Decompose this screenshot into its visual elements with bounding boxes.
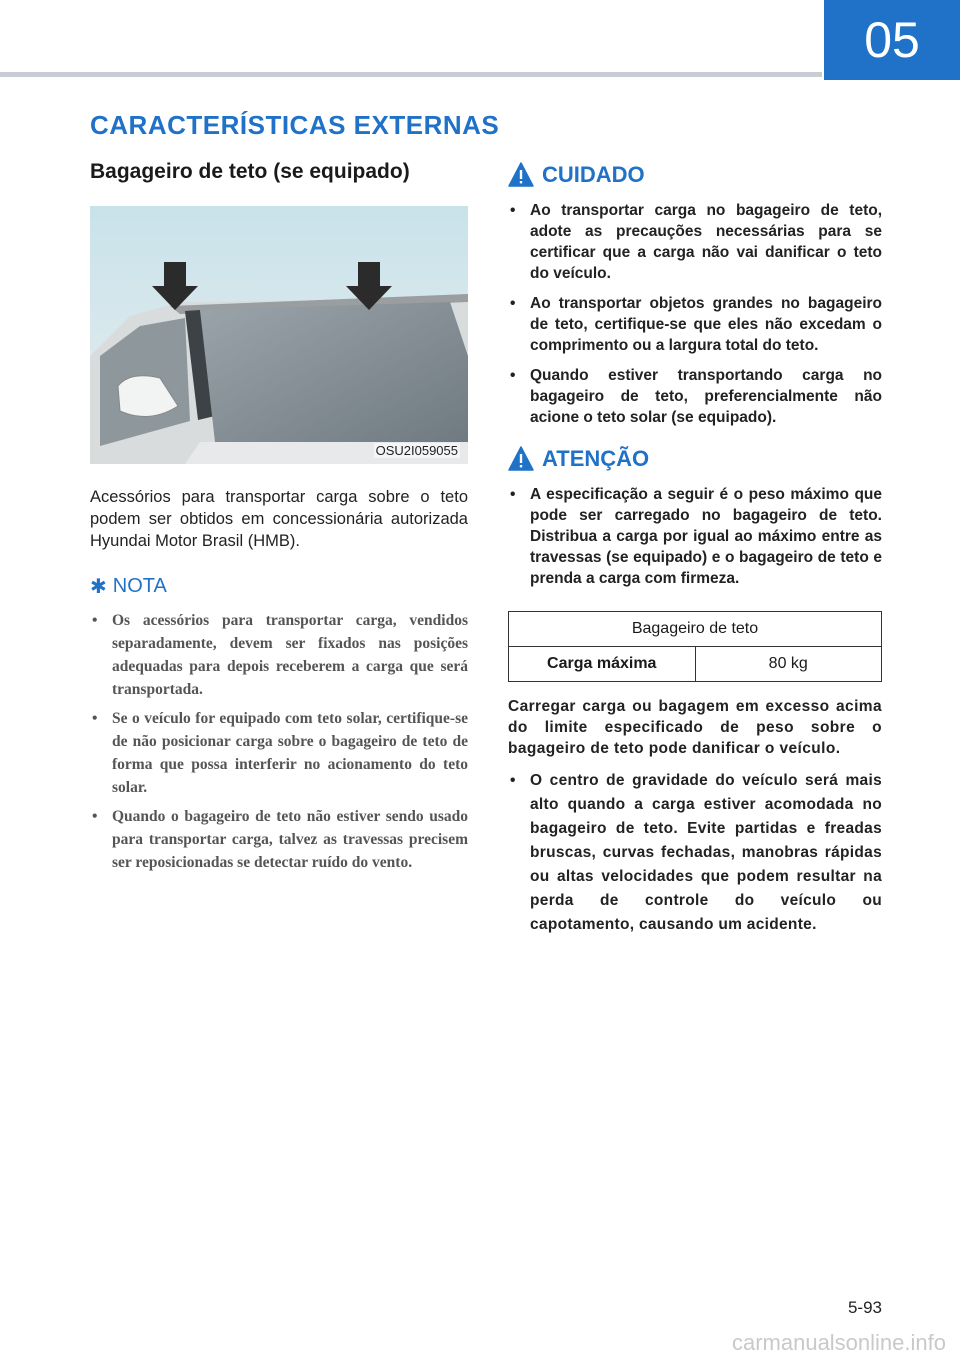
- nota-item: • Se o veículo for equipado com teto solar, certifique-se de não posicionar carga sobre o bagageiro de teto de forma que possa interferir no acionamento do teto solar.: [90, 707, 468, 799]
- spec-table: [508, 611, 882, 682]
- atencao-heading: [508, 446, 882, 472]
- roof-rack-photo: [90, 206, 468, 464]
- nota-list: [90, 609, 468, 874]
- atencao-list: [508, 484, 882, 589]
- atencao-item: • A especificação a seguir é o peso máximo que pode ser carregado no bagageiro de teto. Distribua a carga por igual ao máximo entre as travessas (se equipado) e o bagageiro de teto e prenda a carga com firmeza.: [508, 484, 882, 589]
- overload-paragraph: Carregar carga ou bagagem em excesso acima do limite especificado de peso sobre o bagageiro de teto pode danificar o veículo.: [508, 698, 882, 757]
- nota-item: • Os acessórios para transportar carga, vendidos separadamente, devem ser fixados nas posições adequadas para depois receberem a carga que será transportada.: [90, 609, 468, 701]
- left-column: [90, 160, 468, 880]
- atencao-title: ATENÇÃO: [542, 446, 650, 471]
- table-header: Bagageiro de teto: [509, 612, 882, 647]
- table-row-value: 80 kg: [695, 647, 882, 682]
- cuidado-item: • Quando estiver transportando carga no bagageiro de teto, preferencialmente não acione o teto solar (se equipado).: [508, 365, 882, 428]
- section-title: CARACTERÍSTICAS EXTERNAS: [90, 110, 500, 140]
- subsection-title: Bagageiro de teto (se equipado): [90, 160, 410, 183]
- right-column: [508, 162, 882, 946]
- intro-paragraph: Acessórios para transportar carga sobre o teto podem ser obtidos em concessionária autorizada Hyundai Motor Brasil (HMB).: [90, 488, 468, 550]
- nota-item: • Quando o bagageiro de teto não estiver sendo usado para transportar carga, talvez as travessas precisem ser reposicionadas se detectar ruído do vento.: [90, 805, 468, 874]
- nota-star-icon: ✱: [90, 576, 107, 598]
- gravity-item: • O centro de gravidade do veículo será mais alto quando a carga estiver acomodada no bagageiro de teto. Evite partidas e freadas bruscas, curvas fechadas, manobras rápidas ou altas velocidades que podem resultar na perda de controle do veículo ou capotamento, causando um acidente.: [508, 769, 882, 937]
- nota-heading: [90, 574, 468, 599]
- page-number: 5-93: [847, 1298, 882, 1317]
- cuidado-list: [508, 200, 882, 428]
- warning-triangle-icon: [508, 162, 534, 188]
- watermark-text: carmanualsonline.info: [731, 1330, 946, 1355]
- image-code: OSU2I059055: [375, 443, 458, 458]
- header-rule: [0, 72, 822, 77]
- cuidado-title: CUIDADO: [542, 162, 645, 187]
- cuidado-heading: [508, 162, 882, 188]
- chapter-number: 05: [824, 0, 960, 80]
- nota-title: NOTA: [112, 575, 167, 597]
- warning-triangle-icon: [508, 446, 534, 472]
- cuidado-item: • Ao transportar objetos grandes no bagageiro de teto, certifique-se que eles não excedam o comprimento ou a largura total do teto.: [508, 293, 882, 356]
- cuidado-item: • Ao transportar carga no bagageiro de teto, adote as precauções necessárias para se certificar que a carga não vai danificar o teto do veículo.: [508, 200, 882, 284]
- gravity-list: [508, 769, 882, 937]
- table-row-label: Carga máxima: [509, 647, 696, 682]
